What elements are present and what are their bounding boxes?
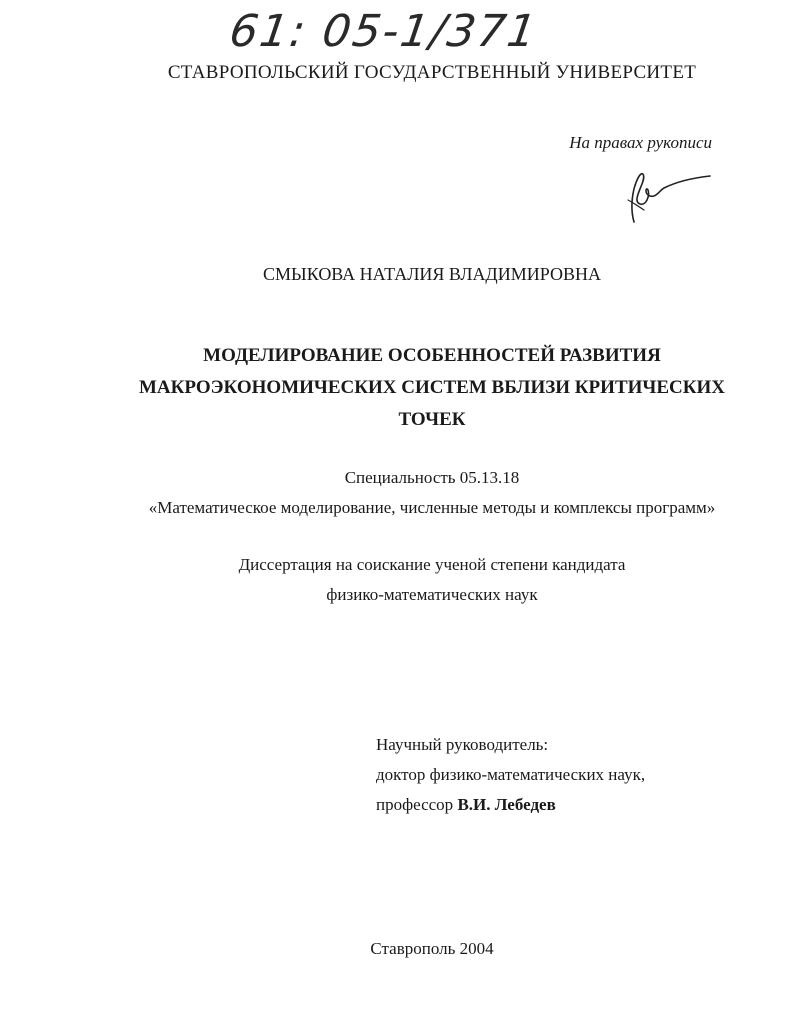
title-line: ТОЧЕК (398, 409, 466, 430)
title-line: МОДЕЛИРОВАНИЕ ОСОБЕННОСТЕЙ РАЗВИТИЯ (203, 345, 661, 366)
author-name: СМЫКОВА НАТАЛИЯ ВЛАДИМИРОВНА (263, 264, 601, 284)
supervisor-name: В.И. Лебедев (457, 795, 556, 814)
city-year: Ставрополь 2004 (370, 939, 494, 958)
university-name: СТАВРОПОЛЬСКИЙ ГОСУДАРСТВЕННЫЙ УНИВЕРСИТЕТ (167, 62, 697, 83)
supervisor-block (376, 730, 645, 820)
signature-icon (620, 160, 720, 230)
supervisor-position: профессор (376, 795, 454, 814)
specialty-name: «Математическое моделирование, численные методы и комплексы программ» (148, 498, 716, 517)
archive-code-handwritten: 61: 05-1/371 (226, 6, 542, 57)
degree-line: Диссертация на соискание ученой степени кандидата (238, 555, 626, 574)
degree-block (0, 550, 798, 610)
manuscript-note: На правах рукописи (569, 133, 712, 152)
degree-line: физико-математических наук (326, 585, 538, 604)
supervisor-degree: доктор физико-математических наук, (376, 765, 646, 784)
dissertation-title (0, 340, 798, 436)
supervisor-heading: Научный руководитель: (376, 735, 549, 754)
specialty-block (0, 463, 798, 523)
supervisor-line (376, 790, 645, 820)
title-line: МАКРОЭКОНОМИЧЕСКИХ СИСТЕМ ВБЛИЗИ КРИТИЧЕСКИХ (138, 377, 726, 398)
specialty-code: Специальность 05.13.18 (344, 468, 520, 487)
